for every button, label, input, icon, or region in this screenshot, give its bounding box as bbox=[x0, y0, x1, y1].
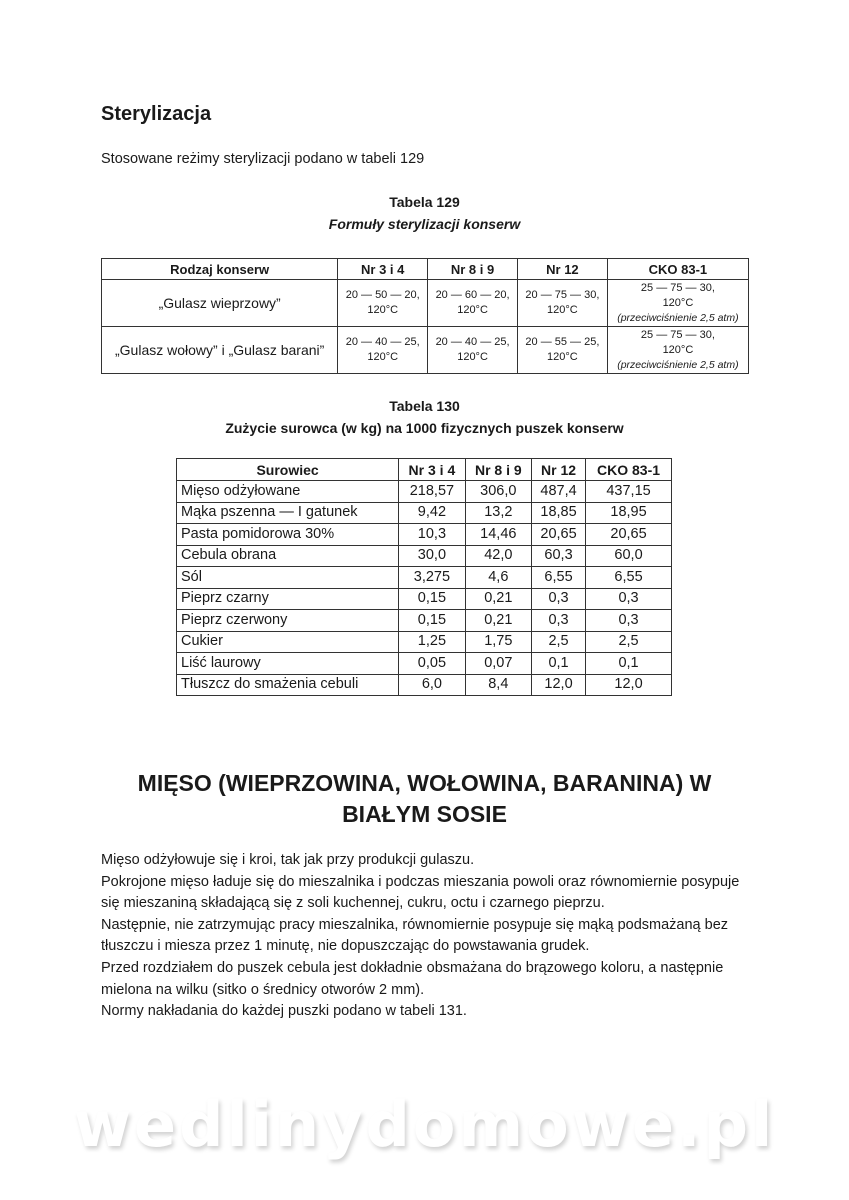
table-row bbox=[177, 567, 672, 589]
formula-line: 120°C bbox=[367, 351, 399, 363]
table-row bbox=[177, 502, 672, 524]
pressure-note: (przeciwciśnienie 2,5 atm) bbox=[617, 311, 739, 324]
quantity-cell: 0,21 bbox=[465, 610, 531, 632]
sterilization-formula bbox=[517, 327, 607, 374]
quantity-cell: 3,275 bbox=[399, 567, 465, 589]
recipe-body bbox=[101, 850, 751, 1023]
quantity-cell: 0,3 bbox=[532, 588, 586, 610]
quantity-cell: 6,55 bbox=[532, 567, 586, 589]
table-row bbox=[177, 674, 672, 696]
quantity-cell: 437,15 bbox=[586, 481, 672, 503]
ingredient-name: Mąka pszenna — I gatunek bbox=[177, 502, 399, 524]
quantity-cell: 2,5 bbox=[586, 631, 672, 653]
column-header: Nr 12 bbox=[517, 259, 607, 280]
column-header: Nr 8 i 9 bbox=[428, 259, 518, 280]
formula-line: 120°C bbox=[662, 296, 694, 309]
formula-line: 20 — 75 — 30, bbox=[525, 289, 600, 301]
section-title: Sterylizacja bbox=[101, 103, 212, 125]
table-row bbox=[102, 327, 749, 374]
ingredient-name: Pasta pomidorowa 30% bbox=[177, 524, 399, 546]
column-header: Nr 3 i 4 bbox=[338, 259, 428, 280]
table-row bbox=[177, 631, 672, 653]
ingredient-name: Cebula obrana bbox=[177, 545, 399, 567]
table-row bbox=[177, 653, 672, 675]
quantity-cell: 18,85 bbox=[532, 502, 586, 524]
quantity-cell: 20,65 bbox=[532, 524, 586, 546]
sterilization-formula bbox=[517, 280, 607, 327]
formula-line: 120°C bbox=[457, 351, 488, 363]
sterilization-formula bbox=[338, 280, 428, 327]
ingredient-name: Mięso odżyłowane bbox=[177, 481, 399, 503]
paragraph: Pokrojone mięso ładuje się do mieszalnika i podczas mieszania powoli oraz równomiernie posypuje się mieszaniną składającą się z soli kuchennej, cukru, octu i czarnego pieprzu. bbox=[101, 873, 740, 912]
quantity-cell: 0,05 bbox=[399, 653, 465, 675]
watermark: wedlinydomowe.pl bbox=[73, 1088, 776, 1161]
table-row bbox=[177, 524, 672, 546]
column-header: Nr 12 bbox=[532, 459, 586, 481]
quantity-cell: 306,0 bbox=[465, 481, 531, 503]
table-row bbox=[177, 481, 672, 503]
formula-line: 120°C bbox=[662, 343, 694, 356]
quantity-cell: 12,0 bbox=[532, 674, 586, 696]
column-header: CKO 83-1 bbox=[586, 459, 672, 481]
formula-line: 20 — 60 — 20, bbox=[435, 289, 510, 301]
sterilization-formula bbox=[428, 280, 518, 327]
quantity-cell: 0,07 bbox=[465, 653, 531, 675]
formula-line: 20 — 55 — 25, bbox=[525, 336, 600, 348]
sterilization-formula bbox=[428, 327, 518, 374]
recipe-heading-line: MIĘSO (WIEPRZOWINA, WOŁOWINA, BARANINA) W bbox=[137, 770, 712, 796]
ingredient-name: Tłuszcz do smażenia cebuli bbox=[177, 674, 399, 696]
quantity-cell: 60,3 bbox=[532, 545, 586, 567]
quantity-cell: 20,65 bbox=[586, 524, 672, 546]
quantity-cell: 18,95 bbox=[586, 502, 672, 524]
quantity-cell: 218,57 bbox=[399, 481, 465, 503]
column-header: Rodzaj konserw bbox=[102, 259, 338, 280]
formula-line: 20 — 40 — 25, bbox=[345, 336, 420, 348]
quantity-cell: 12,0 bbox=[586, 674, 672, 696]
quantity-cell: 6,55 bbox=[586, 567, 672, 589]
formula-line: 120°C bbox=[547, 351, 578, 363]
product-name: „Gulasz wieprzowy” bbox=[102, 280, 338, 327]
quantity-cell: 30,0 bbox=[399, 545, 465, 567]
quantity-cell: 4,6 bbox=[465, 567, 531, 589]
quantity-cell: 0,21 bbox=[465, 588, 531, 610]
quantity-cell: 42,0 bbox=[465, 545, 531, 567]
formula-line: 120°C bbox=[367, 304, 399, 316]
intro-text: Stosowane reżimy sterylizacji podano w tabeli 129 bbox=[101, 151, 425, 167]
quantity-cell: 487,4 bbox=[532, 481, 586, 503]
formula-line: 120°C bbox=[547, 304, 578, 316]
column-header: Nr 8 i 9 bbox=[465, 459, 531, 481]
product-name: „Gulasz wołowy” i „Gulasz barani” bbox=[102, 327, 338, 374]
ingredient-name: Pieprz czarny bbox=[177, 588, 399, 610]
sterilization-formula bbox=[607, 327, 748, 374]
raw-material-table bbox=[176, 458, 672, 696]
quantity-cell: 13,2 bbox=[465, 502, 531, 524]
table129-title: Formuły sterylizacji konserw bbox=[328, 216, 521, 232]
recipe-heading bbox=[0, 768, 849, 830]
quantity-cell: 10,3 bbox=[399, 524, 465, 546]
quantity-cell: 1,75 bbox=[465, 631, 531, 653]
quantity-cell: 0,1 bbox=[532, 653, 586, 675]
table-row bbox=[102, 280, 749, 327]
quantity-cell: 14,46 bbox=[465, 524, 531, 546]
ingredient-name: Cukier bbox=[177, 631, 399, 653]
quantity-cell: 0,3 bbox=[586, 588, 672, 610]
ingredient-name: Liść laurowy bbox=[177, 653, 399, 675]
quantity-cell: 6,0 bbox=[399, 674, 465, 696]
ingredient-name: Pieprz czerwony bbox=[177, 610, 399, 632]
paragraph: Następnie, nie zatrzymując pracy mieszalnika, równomiernie posypuje się mąką podsmażaną bez tłuszczu i miesza przez 1 minutę, nie dopuszczając do powstawania grudek. bbox=[101, 916, 729, 955]
formula-line: 20 — 40 — 25, bbox=[435, 336, 510, 348]
table-row bbox=[177, 588, 672, 610]
quantity-cell: 0,3 bbox=[586, 610, 672, 632]
table130-number: Tabela 130 bbox=[389, 398, 460, 414]
column-header: Nr 3 i 4 bbox=[399, 459, 465, 481]
column-header: CKO 83-1 bbox=[607, 259, 748, 280]
recipe-heading-line: BIAŁYM SOSIE bbox=[342, 801, 507, 827]
sterilization-formula bbox=[338, 327, 428, 374]
formula-line: 20 — 50 — 20, bbox=[345, 289, 420, 301]
table129-number: Tabela 129 bbox=[389, 194, 460, 210]
formula-line: 120°C bbox=[457, 304, 488, 316]
column-header: Surowiec bbox=[177, 459, 399, 481]
paragraph: Normy nakładania do każdej puszki podano w tabeli 131. bbox=[101, 1003, 467, 1020]
paragraph: Przed rozdziałem do puszek cebula jest dokładnie obsmażana do brązowego koloru, a następnie mielona na wilku (sitko o średnicy otworów 2 mm). bbox=[101, 959, 724, 998]
quantity-cell: 0,15 bbox=[399, 610, 465, 632]
table130-title: Zużycie surowca (w kg) na 1000 fizycznych puszek konserw bbox=[225, 420, 624, 436]
quantity-cell: 2,5 bbox=[532, 631, 586, 653]
sterilization-table bbox=[101, 258, 749, 374]
quantity-cell: 0,3 bbox=[532, 610, 586, 632]
quantity-cell: 0,1 bbox=[586, 653, 672, 675]
quantity-cell: 1,25 bbox=[399, 631, 465, 653]
quantity-cell: 9,42 bbox=[399, 502, 465, 524]
ingredient-name: Sól bbox=[177, 567, 399, 589]
pressure-note: (przeciwciśnienie 2,5 atm) bbox=[617, 358, 739, 371]
quantity-cell: 60,0 bbox=[586, 545, 672, 567]
sterilization-formula bbox=[607, 280, 748, 327]
table-row bbox=[177, 610, 672, 632]
quantity-cell: 8,4 bbox=[465, 674, 531, 696]
header-row bbox=[177, 459, 672, 481]
paragraph: Mięso odżyłowuje się i kroi, tak jak przy produkcji gulaszu. bbox=[101, 852, 475, 868]
formula-line: 25 — 75 — 30, bbox=[640, 281, 715, 294]
table-row bbox=[177, 545, 672, 567]
header-row bbox=[102, 259, 749, 280]
formula-line: 25 — 75 — 30, bbox=[640, 328, 715, 341]
quantity-cell: 0,15 bbox=[399, 588, 465, 610]
